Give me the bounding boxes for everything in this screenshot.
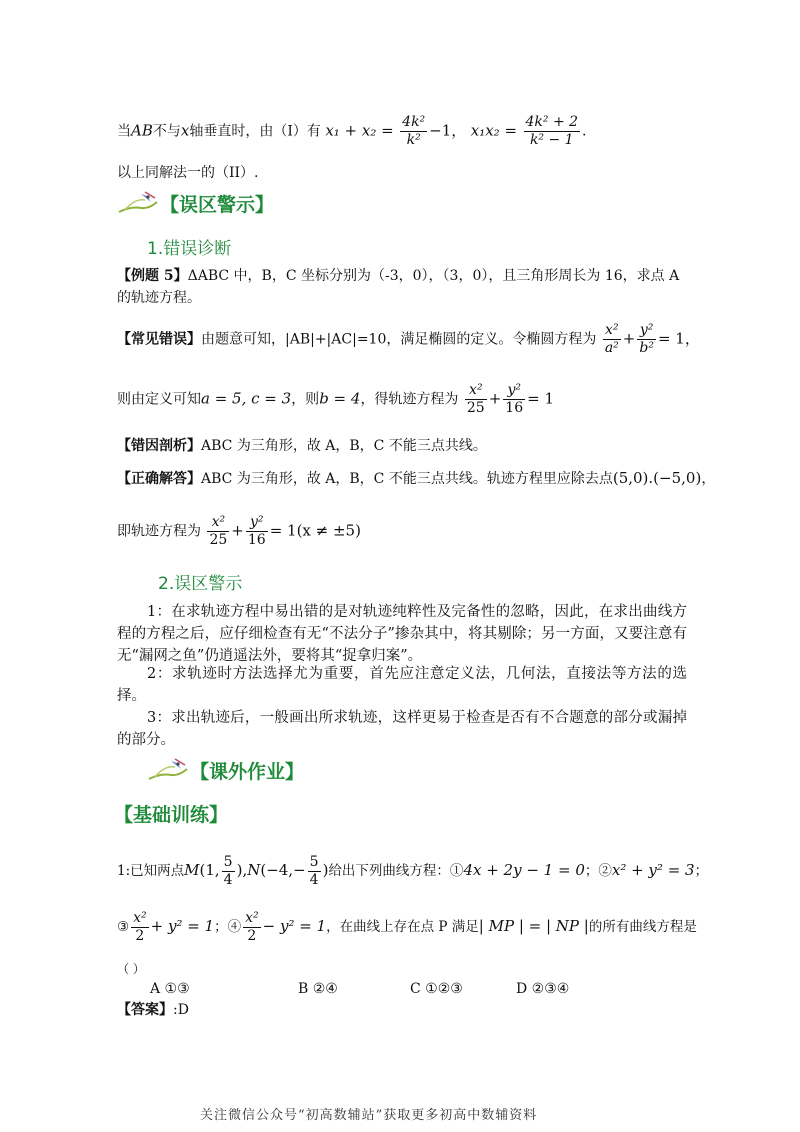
correct-answer-cont: 即轨迹方程为 $\frac{\text{x²}}{25}$ + $\frac{\text{y²}}{16}$ = 1(x ≠ ±5): [117, 514, 361, 548]
question-1: 1:已知两点M(1, $\frac{5}{4}$ ),N(−4,− $\frac{5}{4}$ )给出下列曲线方程：①4x + 2y − 1 = 0；②x² + y² = 3；: [117, 854, 709, 888]
sum-formula: x₁ + x₂ =: [325, 121, 394, 140]
fraction: $\frac{\text{x²}}{\text{a²}}$: [604, 322, 619, 356]
warning-item-1: 1：在求轨迹方程中易出错的是对轨迹纯粹性及完备性的忽略，因此，在求出曲线方程的方程之后，应仔细检查有无“不法分子”掺杂其中，将其剔除；另一方面，又要注意有无“漏网之鱼”仍逍遥法外，要将其“捉拿归案”。: [117, 604, 687, 664]
option-c: C ①②③: [410, 981, 463, 997]
correct-answer: 【正确解答】ABC 为三角形，故 A，B，C 不能三点共线。轨迹方程里应除去点(5,0).(−5,0)，: [117, 469, 716, 487]
fraction: $\frac{5}{4}$: [309, 854, 319, 888]
question-1-cont: ③ $\frac{\text{x²}}{2}$ + y² = 1；④ $\frac{\text{x²}}{2}$ − y² = 1，在曲线上存在点 P 满足| MP | = | NP |的所有曲线方程是: [117, 910, 697, 944]
example-5-cont: 的轨迹方程。: [117, 290, 201, 306]
heading-basic-training: 【基础训练】: [114, 804, 229, 826]
subheading-mistake-warning: 2.误区警示: [158, 574, 243, 594]
fraction: $\frac{\text{x²}}{2}$: [245, 910, 259, 944]
option-a: A ①③: [150, 981, 190, 997]
fraction: $\frac{\text{4k²}}{\text{k²}}$: [402, 114, 426, 148]
pen-bird-icon: [117, 188, 161, 216]
fraction: $\frac{\text{y²}}{\text{b²}}$: [639, 322, 654, 356]
product-formula: x₁x₂ =: [470, 121, 518, 140]
error-cause: 【错因剖析】ABC 为三角形，故 A，B，C 不能三点共线。: [117, 438, 487, 454]
fraction: $\frac{5}{4}$: [223, 854, 233, 888]
fraction: $\frac{\text{x²}}{25}$: [466, 382, 485, 416]
common-error: 【常见错误】由题意可知，|AB|+|AC|=10，满足椭圆的定义。令椭圆方程为 $\frac{\text{x²}}{\text{a²}}$ + $\frac{\text{y²}}{\text{b²}}$ = 1，: [117, 322, 700, 356]
fraction: $\frac{\text{x²}}{25}$: [209, 514, 228, 548]
heading-mistake-warning: 【误区警示】: [160, 194, 275, 216]
answer: 【答案】:D: [117, 1002, 189, 1018]
option-b: B ②④: [298, 981, 338, 997]
line-1: 当AB不与x轴垂直时，由（I）有 x₁ + x₂ = $\frac{\text{4k²}}{\text{k²}}$ −1， x₁x₂ = $\frac{\text{4k² + 2}}{\text{k² − 1}}$ .: [117, 114, 587, 148]
fraction: $\frac{\text{y²}}{16}$: [505, 382, 524, 416]
fraction: $\frac{\text{4k² + 2}}{\text{k² − 1}}$: [525, 114, 579, 148]
warning-item-2: 2：求轨迹时方法选择尤为重要，首先应注意定义法，几何法，直接法等方法的选择。: [117, 666, 687, 704]
pen-bird-icon: [147, 755, 191, 783]
line-2: 以上同解法一的（II）.: [117, 165, 259, 181]
answer-parentheses: （ ）: [117, 962, 145, 976]
fraction: $\frac{\text{y²}}{16}$: [247, 514, 266, 548]
example-5: 【例题 5】ΔABC 中，B，C 坐标分别为（-3，0），（3，0），且三角形周长为 16，求点 A: [117, 268, 680, 284]
page-footer: 关注微信公众号“初高数辅站”获取更多初高中数辅资料: [200, 1108, 538, 1123]
fraction: $\frac{\text{x²}}{2}$: [133, 910, 147, 944]
option-d: D ②③④: [516, 981, 570, 997]
subheading-error-diagnosis: 1.错误诊断: [147, 239, 232, 259]
warning-item-3: 3：求出轨迹后，一般画出所求轨迹，这样更易于检查是否有不合题意的部分或漏掉的部分。: [117, 710, 687, 748]
heading-homework: 【课外作业】: [190, 761, 305, 783]
common-error-cont: 则由定义可知a = 5, c = 3，则b = 4，得轨迹方程为 $\frac{\text{x²}}{25}$ + $\frac{\text{y²}}{16}$ = 1: [117, 382, 555, 416]
